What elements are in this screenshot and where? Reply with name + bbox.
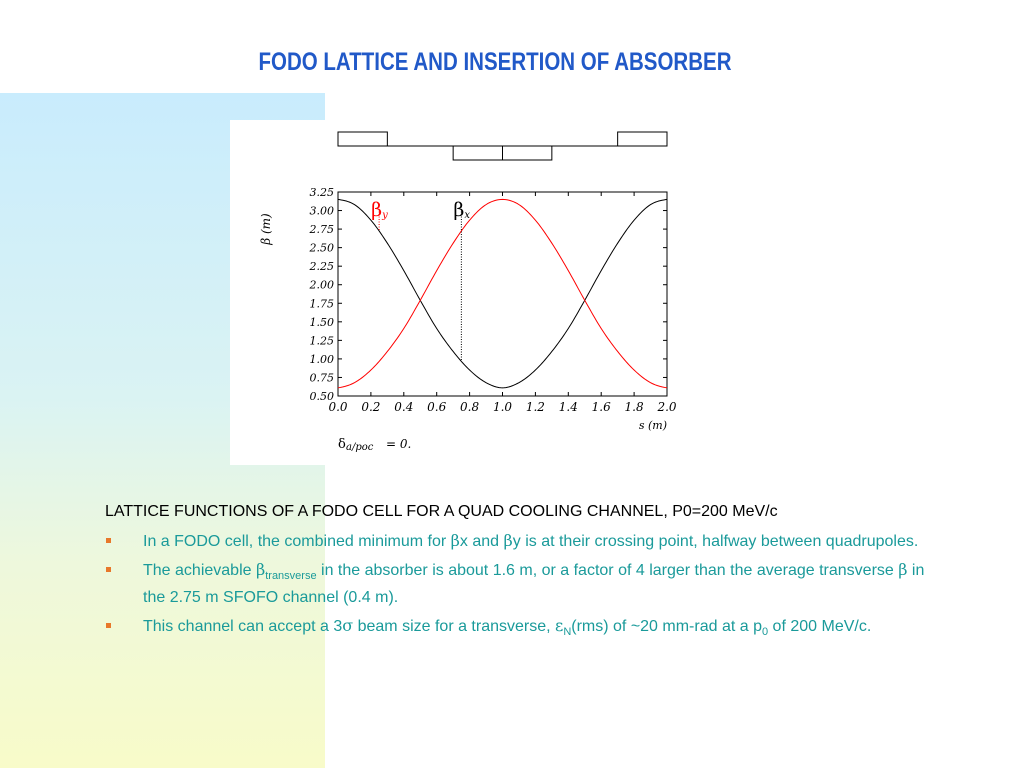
- y-tick-label: 0.75: [309, 371, 334, 385]
- bullet-text: This channel can accept a 3: [143, 618, 343, 636]
- bullet-text: x and: [459, 533, 504, 550]
- marker-subscript: y: [382, 210, 388, 221]
- page-title: FODO LATTICE AND INSERTION OF ABSORBER: [258, 48, 732, 76]
- list-item: [105, 530, 935, 552]
- bullet-icon: [106, 538, 111, 543]
- annotation-value: = 0.: [386, 437, 412, 451]
- y-tick-label: 1.00: [309, 352, 334, 366]
- list-item: [105, 559, 935, 608]
- marker-label: β: [453, 199, 465, 221]
- bullet-text: In a FODO cell, the combined minimum for: [143, 533, 451, 550]
- quadrupole-element: [453, 146, 502, 160]
- series-line-βx: [338, 199, 667, 387]
- marker-subscript: x: [464, 210, 471, 221]
- x-tick-label: 1.2: [525, 400, 545, 414]
- marker-label: β: [371, 199, 383, 221]
- quadrupole-element: [503, 146, 552, 160]
- bullet-text: The achievable: [143, 562, 256, 579]
- lattice-figure: [230, 120, 710, 465]
- bullet-text: of 200 MeV/c.: [768, 618, 872, 636]
- bullet-text: y is at their crossing point, halfway between quadrupoles.: [512, 533, 919, 550]
- y-axis-label: β (m): [259, 213, 273, 245]
- x-tick-label: 0.8: [460, 400, 480, 414]
- y-tick-label: 2.75: [309, 223, 334, 237]
- annotation-subscript: a/poc: [346, 442, 374, 453]
- y-tick-label: 2.00: [309, 278, 334, 292]
- quadrupole-element: [618, 132, 667, 146]
- y-tick-label: 1.50: [309, 315, 334, 329]
- bullet-text: beam size for a transverse,: [353, 618, 556, 636]
- y-tick-label: 1.75: [309, 297, 334, 311]
- epsilon-symbol: ε: [555, 616, 564, 636]
- quadrupole-element: [338, 132, 387, 146]
- x-tick-label: 0.0: [328, 400, 348, 414]
- beta-symbol: β: [898, 560, 908, 579]
- y-tick-label: 1.25: [309, 334, 334, 348]
- x-tick-label: 2.0: [657, 400, 677, 414]
- y-tick-label: 2.50: [309, 241, 334, 255]
- beta-function-chart: [230, 120, 710, 465]
- y-tick-label: 0.50: [309, 390, 334, 403]
- subscript: transverse: [265, 570, 317, 583]
- subscript: 0: [761, 626, 769, 639]
- figure-caption: LATTICE FUNCTIONS OF A FODO CELL FOR A QUAD COOLING CHANNEL, P0=200 MeV/c: [105, 503, 778, 520]
- series-line-βy: [338, 199, 667, 387]
- y-tick-label: 3.00: [309, 204, 334, 218]
- subscript: N: [563, 626, 572, 639]
- list-item: [105, 615, 935, 643]
- x-axis-label: s (m): [638, 419, 667, 432]
- annotation-delta: δ: [338, 437, 346, 452]
- x-tick-label: 1.6: [591, 400, 611, 414]
- y-tick-label: 3.25: [309, 186, 334, 199]
- sigma-symbol: σ: [342, 616, 354, 636]
- beta-symbol: β: [450, 531, 460, 550]
- plot-frame: [338, 192, 667, 396]
- x-tick-label: 0.6: [427, 400, 447, 414]
- x-tick-label: 0.2: [361, 400, 381, 414]
- x-tick-label: 1.0: [492, 400, 513, 414]
- x-tick-label: 1.4: [558, 400, 578, 414]
- bullet-icon: [106, 623, 111, 628]
- x-tick-label: 0.4: [394, 400, 414, 414]
- bullet-text: (rms) of ~20 mm-rad at a p: [571, 618, 762, 636]
- bullet-text: in the 2.75 m SFOFO channel (0.4 m).: [143, 562, 925, 607]
- bullet-icon: [106, 567, 111, 572]
- bullet-text: in the absorber is about 1.6 m, or a factor of 4 larger than the average transverse: [316, 562, 899, 579]
- beta-symbol: β: [255, 560, 266, 579]
- y-tick-label: 2.25: [309, 260, 334, 274]
- x-tick-label: 1.8: [624, 400, 644, 414]
- bullet-list: [105, 530, 935, 650]
- beta-symbol: β: [503, 531, 513, 550]
